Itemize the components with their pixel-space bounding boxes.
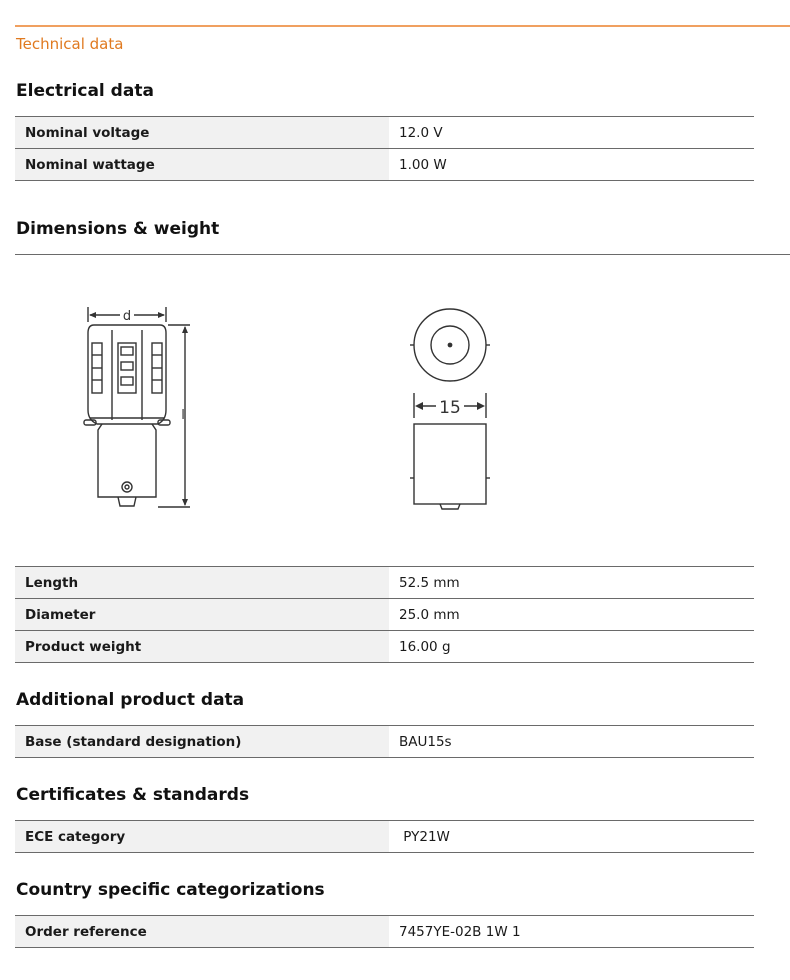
dimensions-table [15,566,754,663]
row-value: 12.0 V [389,117,754,149]
table-row [15,916,754,948]
country-table [15,915,754,948]
table-row [15,821,754,853]
top-divider [15,25,790,27]
row-value: 1.00 W [389,149,754,181]
dimension-l-label: l [181,408,185,423]
row-key: ECE category [15,821,389,853]
row-key: Product weight [15,631,389,663]
row-key: Order reference [15,916,389,948]
bulb-dimension-drawing [0,260,560,560]
row-key: Diameter [15,599,389,631]
dimension-15-label: 15 [439,398,461,418]
dimension-d-label: d [122,309,132,324]
table-row [15,567,754,599]
dimensions-title: Dimensions & weight [16,219,220,239]
section-label: Technical data [16,35,124,53]
row-value: PY21W [389,821,754,853]
certificates-table [15,820,754,853]
row-value: 16.00 g [389,631,754,663]
table-row [15,631,754,663]
country-title: Country specific categorizations [16,880,325,900]
electrical-table [15,116,754,181]
table-row [15,149,754,181]
row-value: 7457YE-02B 1W 1 [389,916,754,948]
dimensions-divider [15,254,790,255]
row-key: Base (standard designation) [15,726,389,758]
additional-title: Additional product data [16,690,245,710]
additional-table [15,725,754,758]
row-key: Nominal voltage [15,117,389,149]
table-row [15,726,754,758]
row-value: 25.0 mm [389,599,754,631]
row-value: 52.5 mm [389,567,754,599]
certificates-title: Certificates & standards [16,785,250,805]
row-key: Length [15,567,389,599]
electrical-title: Electrical data [16,81,154,101]
table-row [15,117,754,149]
table-row [15,599,754,631]
row-key: Nominal wattage [15,149,389,181]
row-value: BAU15s [389,726,754,758]
